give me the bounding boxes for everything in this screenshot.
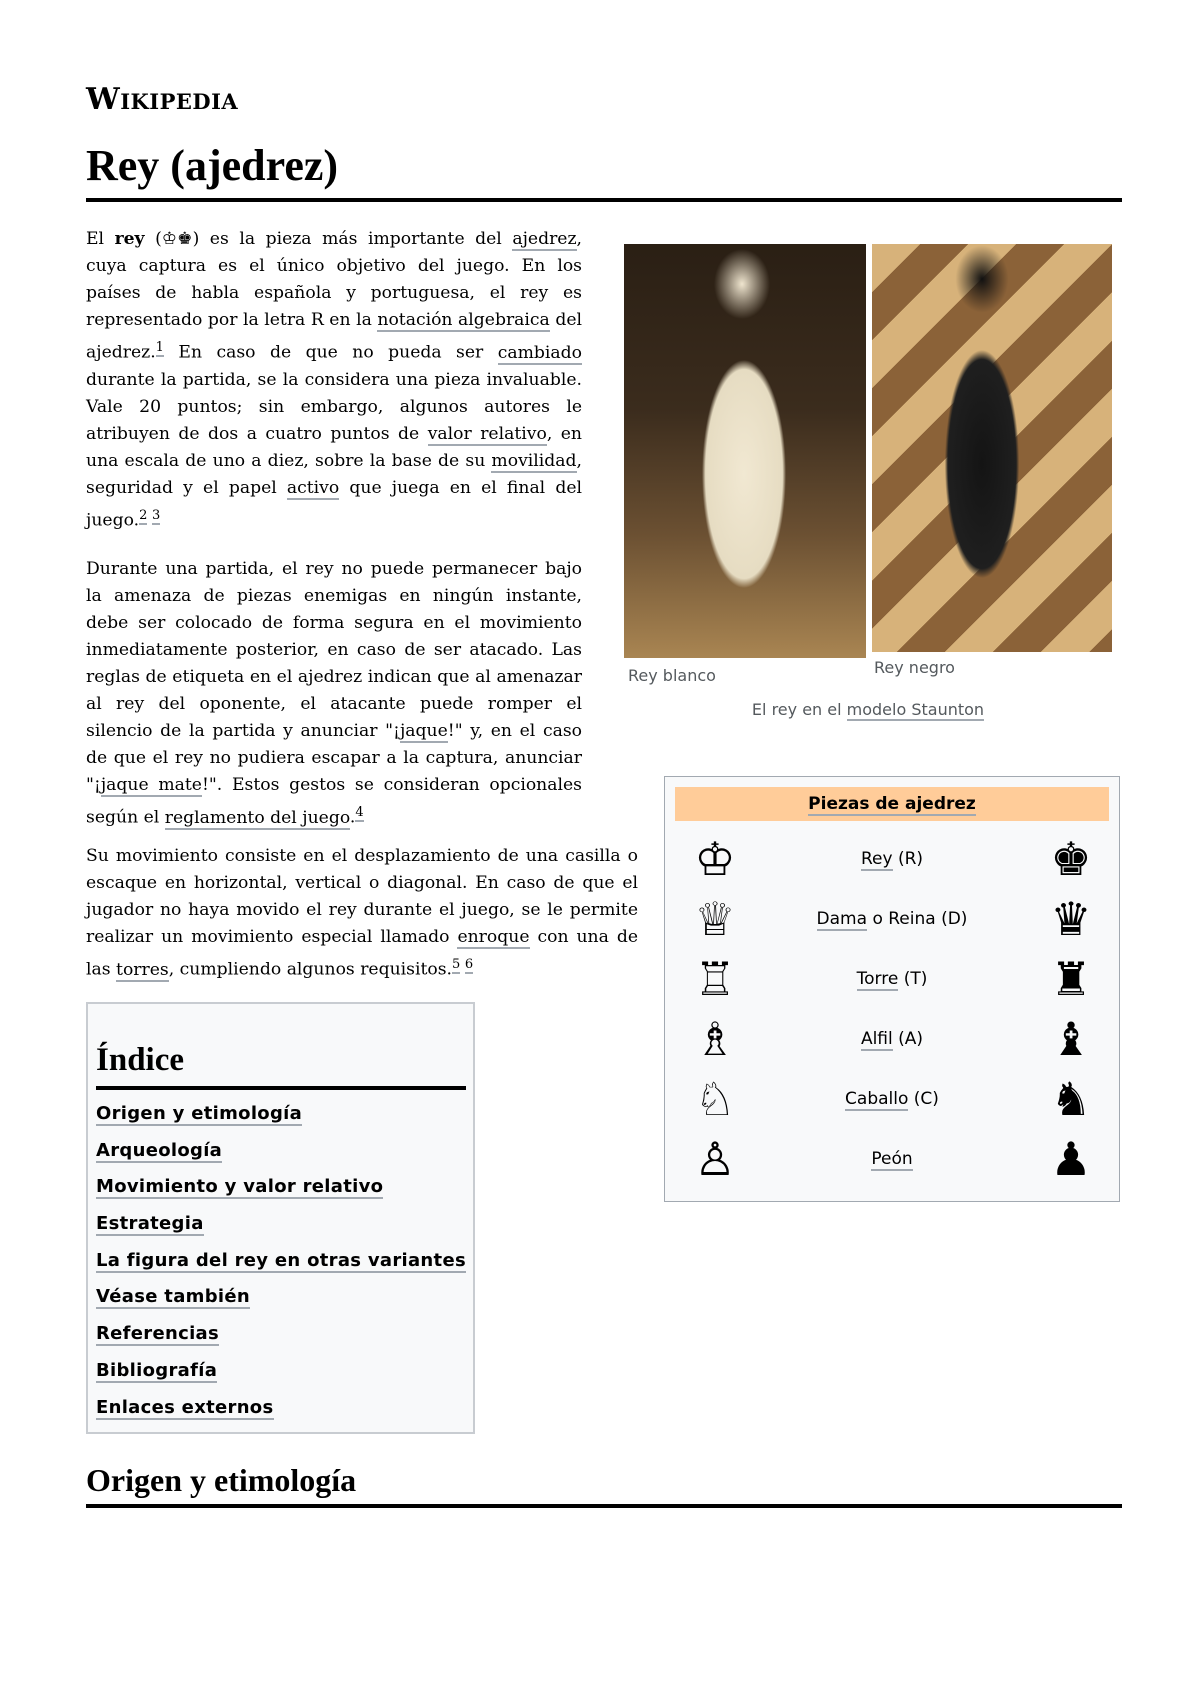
reference-4[interactable]: 4: [355, 805, 364, 821]
toc-item: [96, 1096, 466, 1133]
piece-row-peon: [675, 1129, 1109, 1189]
title-divider: [86, 198, 1122, 202]
toc-link-vease[interactable]: Véase también: [96, 1286, 250, 1308]
piece-row-alfil: [675, 1009, 1109, 1069]
text: (R): [892, 849, 924, 869]
chess-pieces-navbox: [664, 776, 1120, 1202]
reference-2[interactable]: 2: [139, 507, 148, 523]
paragraph-intro-1: [86, 226, 582, 534]
text: El: [86, 229, 115, 249]
piece-row-dama: [675, 889, 1109, 949]
page-title: Rey (ajedrez): [86, 141, 339, 190]
toc-link-bibliografia[interactable]: Bibliografía: [96, 1359, 218, 1381]
white-pawn-icon[interactable]: ♙: [694, 1132, 736, 1186]
text: , seguridad y el papel: [86, 450, 582, 498]
toc-title: Índice: [96, 1042, 185, 1078]
link-modelo-staunton[interactable]: modelo Staunton: [846, 700, 985, 719]
text: Durante una partida, el rey no puede permanecer bajo la amenaza de piezas enemigas en ningún instante, debe ser colocado de forma segura en el movimiento inmediatamente posterior, en caso de ser atacado. Las reglas de etiqueta en el ajedrez indican que al amenazar al rey del oponente, el atacante puede romper el silencio de la partida y anunciar "¡: [86, 559, 582, 742]
toc-item: [96, 1169, 466, 1206]
black-king-photo[interactable]: [872, 244, 1112, 652]
piece-label: [755, 889, 1029, 949]
white-bishop-icon[interactable]: ♗: [694, 1012, 736, 1066]
white-king-photo[interactable]: [624, 244, 866, 658]
piece-label: [755, 1069, 1029, 1129]
text: El rey en el: [751, 700, 847, 719]
text: .: [349, 808, 356, 829]
reference-5[interactable]: 5: [452, 957, 461, 972]
section-divider: [86, 1504, 1122, 1508]
toc-item: [96, 1206, 466, 1243]
white-king-icon[interactable]: ♔: [694, 832, 736, 886]
text: (A): [892, 1029, 924, 1049]
toc-link-arqueologia[interactable]: Arqueología: [96, 1139, 223, 1161]
black-knight-icon[interactable]: ♞: [1050, 1072, 1092, 1126]
link-jaque[interactable]: jaque: [399, 721, 448, 742]
text: , cumpliendo algunos requisitos.: [168, 959, 453, 980]
caption-black-king: Rey negro: [874, 658, 955, 677]
reference-3[interactable]: 3: [151, 507, 161, 523]
toc-divider: [96, 1086, 466, 1090]
paragraph-intro-2: [86, 556, 582, 832]
link-torres[interactable]: torres: [116, 959, 169, 980]
black-bishop-icon[interactable]: ♝: [1050, 1012, 1092, 1066]
link-movilidad[interactable]: movilidad: [491, 450, 577, 471]
text: (C): [908, 1089, 939, 1109]
text: del ajedrez.: [86, 310, 582, 363]
reference-1[interactable]: 1: [155, 340, 164, 355]
black-rook-icon[interactable]: ♜: [1050, 952, 1092, 1006]
black-pawn-icon[interactable]: ♟: [1050, 1132, 1092, 1186]
link-dama[interactable]: Dama: [816, 909, 868, 929]
text: que juega en el final del juego.: [86, 477, 582, 531]
toc-link-movimiento[interactable]: Movimiento y valor relativo: [96, 1176, 384, 1198]
toc-item: [96, 1353, 466, 1390]
link-torre[interactable]: Torre: [856, 969, 899, 989]
toc-list: [96, 1096, 466, 1426]
link-jaque-mate[interactable]: jaque mate: [100, 775, 202, 796]
link-enroque[interactable]: enroque: [457, 927, 530, 947]
text: o Reina (D): [867, 909, 968, 929]
text: !" y, en el caso de que el rey no pudiera escapar a la captura, anunciar "¡: [86, 721, 582, 796]
link-valor-relativo[interactable]: valor relativo: [427, 423, 547, 444]
link-ajedrez[interactable]: ajedrez: [512, 229, 577, 249]
piece-label: [755, 949, 1029, 1009]
toc-link-referencias[interactable]: Referencias: [96, 1323, 220, 1345]
wikipedia-logo[interactable]: Wikipedia: [86, 82, 239, 117]
toc-item: [96, 1390, 466, 1427]
piece-row-rey: [675, 829, 1109, 889]
piece-row-torre: [675, 949, 1109, 1009]
link-peon[interactable]: Peón: [871, 1149, 913, 1169]
reference-6[interactable]: 6: [464, 957, 474, 972]
text: (T): [898, 969, 928, 989]
paragraph-intro-3: [86, 843, 638, 984]
link-activo[interactable]: activo: [286, 477, 340, 498]
figure-caption: [624, 700, 1112, 719]
text: En caso de que no pueda ser: [163, 342, 498, 363]
text: Su movimiento consiste en el desplazamiento de una casilla o escaque en horizontal, vertical o diagonal. En caso de que el jugador no haya movido el rey durante el juego, se le permite realizar un movimiento especial llamado: [86, 846, 638, 947]
black-king-icon[interactable]: ♚: [1050, 832, 1092, 886]
navbox-title-link[interactable]: Piezas de ajedrez: [808, 794, 976, 814]
link-notacion-algebraica[interactable]: notación algebraica: [377, 310, 550, 330]
caption-white-king: Rey blanco: [628, 666, 716, 685]
text: , cuya captura es el único objetivo del juego. En los países de habla española y portuguesa, el rey es representado por la letra R en la: [86, 229, 582, 330]
toc-link-origen[interactable]: Origen y etimología: [96, 1103, 303, 1124]
link-rey[interactable]: Rey: [860, 849, 893, 869]
piece-row-caballo: [675, 1069, 1109, 1129]
toc-item: [96, 1243, 466, 1280]
table-of-contents: [86, 1002, 475, 1434]
link-reglamento-del-juego[interactable]: reglamento del juego: [164, 808, 350, 829]
white-queen-icon[interactable]: ♕: [694, 892, 736, 946]
toc-link-enlaces[interactable]: Enlaces externos: [96, 1396, 274, 1418]
toc-item: [96, 1316, 466, 1353]
navbox-header: [675, 787, 1109, 821]
text: (♔♚) es la pieza más importante del: [144, 229, 513, 249]
text: con una de las: [86, 927, 638, 980]
link-cambiado[interactable]: cambiado: [497, 342, 582, 363]
bold-term-rey: rey: [114, 229, 145, 249]
piece-label: [755, 1129, 1029, 1189]
white-rook-icon[interactable]: ♖: [694, 952, 736, 1006]
text: !". Estos gestos se consideran opcionales según el: [86, 775, 582, 829]
toc-item: [96, 1133, 466, 1170]
toc-link-estrategia[interactable]: Estrategia: [96, 1213, 204, 1235]
white-knight-icon[interactable]: ♘: [694, 1072, 736, 1126]
section-heading-origen: Origen y etimología: [86, 1462, 357, 1498]
black-queen-icon[interactable]: ♛: [1050, 892, 1092, 946]
text: durante la partida, se la considera una pieza invaluable. Vale 20 puntos; sin embargo, algunos autores le atribuyen de dos a cuatro puntos de: [86, 369, 582, 444]
link-alfil[interactable]: Alfil: [860, 1029, 893, 1049]
text: , en una escala de uno a diez, sobre la base de su: [86, 423, 583, 471]
toc-item: [96, 1279, 466, 1316]
piece-label: [755, 829, 1029, 889]
toc-link-variantes[interactable]: La figura del rey en otras variantes: [96, 1249, 466, 1271]
article-body: [86, 226, 582, 854]
link-caballo[interactable]: Caballo: [845, 1089, 909, 1109]
piece-label: [755, 1009, 1029, 1069]
